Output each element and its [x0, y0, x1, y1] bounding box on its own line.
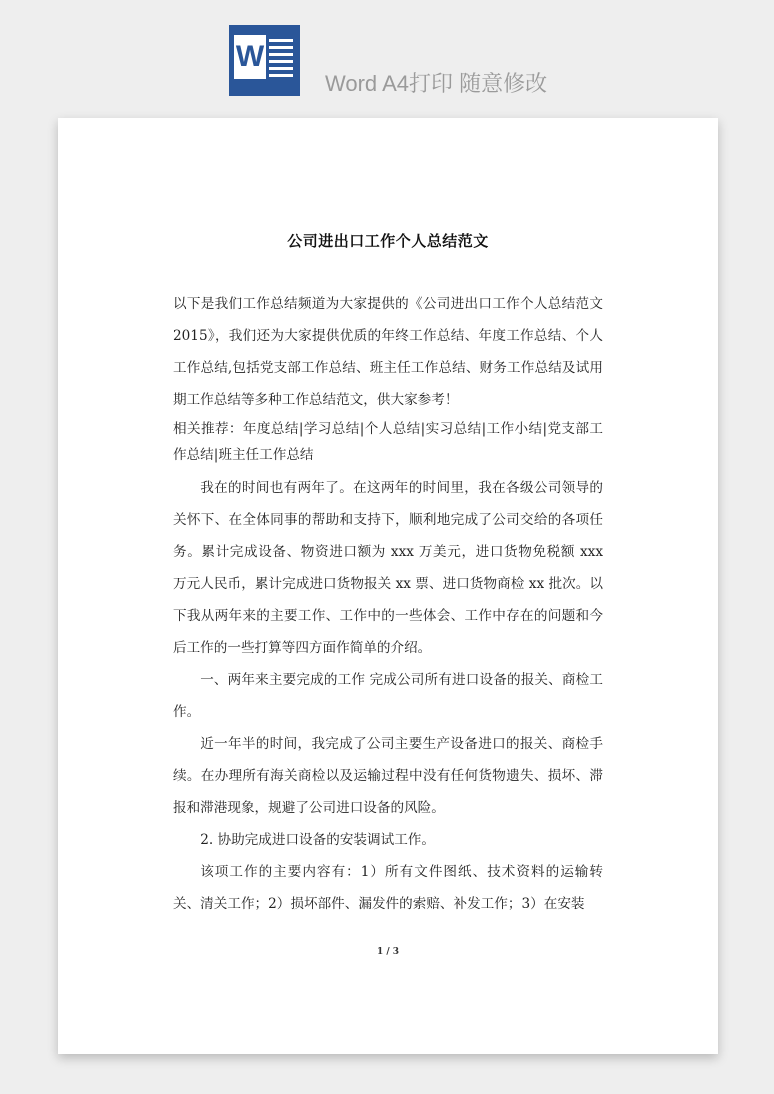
word-logo-icon	[229, 25, 300, 96]
subsection-heading: 2. 协助完成进口设备的安装调试工作。	[200, 832, 435, 848]
related-recommendations: 相关推荐：年度总结|学习总结|个人总结|实习总结|工作小结|党支部工作总结|班主任工作总结	[173, 421, 603, 463]
document-title: 公司进出口工作个人总结范文	[287, 232, 489, 250]
word-w-letter: W	[234, 35, 266, 79]
body-paragraph: 我在的时间也有两年了。在这两年的时间里，我在各级公司领导的关怀下、在全体同事的帮助和支持下，顺利地完成了公司交给的各项任务。累计完成设备、物资进口额为 xxx 万美元，进口货物免税额 xxx 万元人民币，累计完成进口货物报关 xx 票、进口货物商检 xx 批次。以下我从两年来的主要工作、工作中的一些体会、工作中存在的问题和今后工作的一些打算等四方面作简单的介绍。	[173, 480, 603, 656]
page-number: 1 / 3	[376, 947, 400, 957]
document-lines-icon	[269, 39, 293, 81]
document-body	[173, 288, 603, 920]
body-paragraph: 近一年半的时间，我完成了公司主要生产设备进口的报关、商检手续。在办理所有海关商检以及运输过程中没有任何货物遗失、损坏、滞报和滞港现象，规避了公司进口设备的风险。	[173, 736, 603, 816]
document-page	[58, 118, 718, 1054]
header-caption: Word A4打印 随意修改	[325, 71, 548, 96]
section-heading-paragraph: 一、两年来主要完成的工作 完成公司所有进口设备的报关、商检工作。	[173, 672, 603, 720]
intro-paragraph: 以下是我们工作总结频道为大家提供的《公司进出口工作个人总结范文 2015》，我们还为大家提供优质的年终工作总结、年度工作总结、个人工作总结,包括党支部工作总结、班主任工作总结、财务工作总结及试用期工作总结等多种工作总结范文，供大家参考！	[173, 296, 603, 408]
body-paragraph: 该项工作的主要内容有：1）所有文件图纸、技术资料的运输转关、清关工作；2）损坏部件、漏发件的索赔、补发工作；3）在安装	[173, 864, 603, 912]
